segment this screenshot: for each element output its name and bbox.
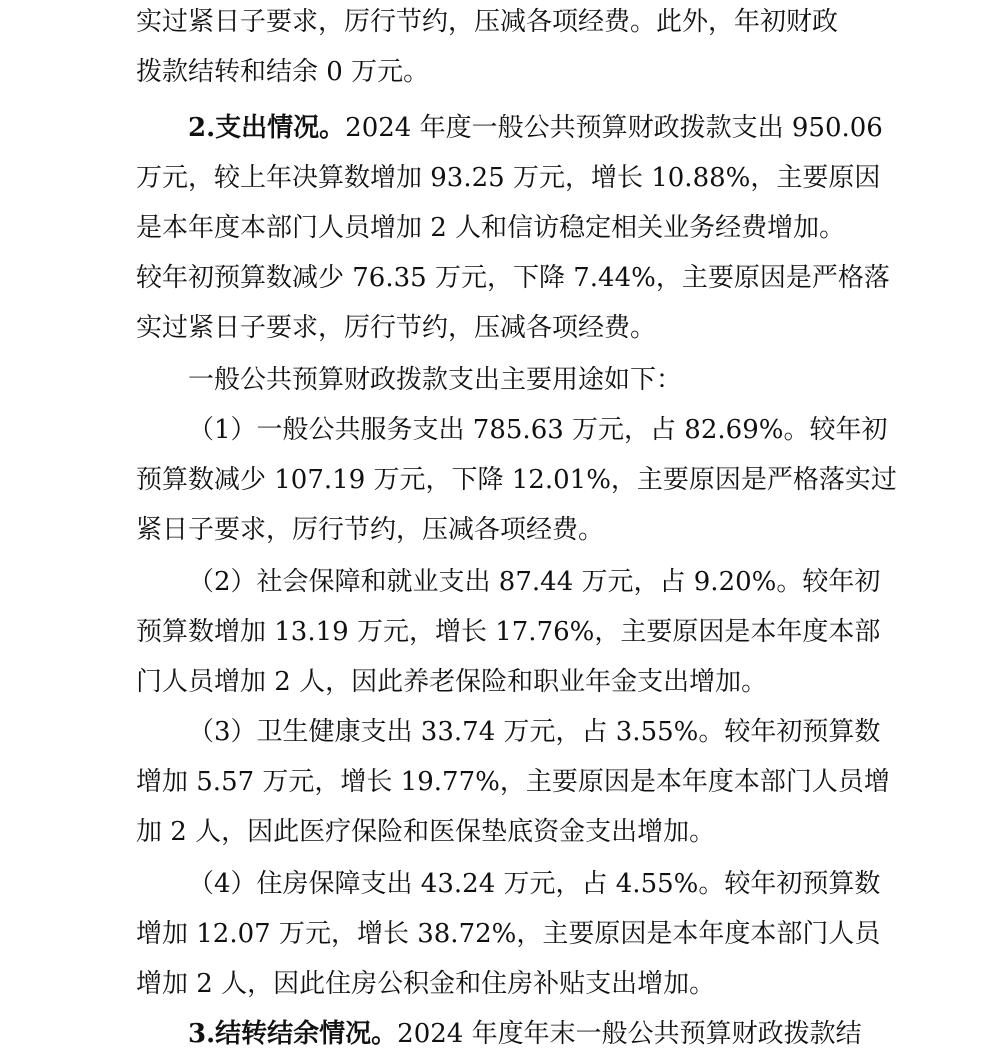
section-heading: 3.结转结余情况。 (188, 1019, 398, 1049)
text-line: 预算数减少 107.19 万元，下降 12.01%，主要原因是严格落实过 (136, 465, 897, 495)
text-line: 增加 2 人，因此住房公积金和住房补贴支出增加。 (136, 969, 716, 999)
text-line: 实过紧日子要求，厉行节约，压减各项经费。 (136, 313, 657, 343)
text-line: 加 2 人，因此医疗保险和医保垫底资金支出增加。 (136, 817, 716, 847)
list-item-heading: （4）住房保障支出 43.24 万元，占 4.55%。较年初预算数 (188, 869, 881, 899)
text-line: 万元，较上年决算数增加 93.25 万元，增长 10.88%，主要原因 (136, 163, 881, 193)
text-line: 拨款结转和结余 0 万元。 (136, 57, 430, 87)
text-line: 实过紧日子要求，厉行节约，压减各项经费。此外，年初财政 (136, 7, 839, 37)
text-line: 2024 年度一般公共预算财政拨款支出 950.06 (345, 113, 883, 143)
text-line: 一般公共预算财政拨款支出主要用途如下： (188, 365, 683, 395)
text-line: 紧日子要求，厉行节约，压减各项经费。 (136, 515, 605, 545)
text-line: 2024 年度年末一般公共预算财政拨款结 (397, 1019, 862, 1049)
section-paragraph (188, 112, 883, 144)
section-paragraph (188, 1018, 862, 1050)
text-line: 预算数增加 13.19 万元，增长 17.76%，主要原因是本年度本部 (136, 617, 881, 647)
text-line: 增加 12.07 万元，增长 38.72%，主要原因是本年度本部门人员 (136, 919, 881, 949)
text-line: 是本年度本部门人员增加 2 人和信访稳定相关业务经费增加。 (136, 213, 846, 243)
list-item-heading: （3）卫生健康支出 33.74 万元，占 3.55%。较年初预算数 (188, 717, 881, 747)
list-item-heading: （1）一般公共服务支出 785.63 万元，占 82.69%。较年初 (188, 415, 888, 445)
text-line: 门人员增加 2 人，因此养老保险和职业年金支出增加。 (136, 667, 768, 697)
text-line: 增加 5.57 万元，增长 19.77%，主要原因是本年度本部门人员增 (136, 767, 890, 797)
text-line: 较年初预算数减少 76.35 万元，下降 7.44%，主要原因是严格落 (136, 263, 890, 293)
section-heading: 2.支出情况。 (188, 113, 346, 143)
list-item-heading: （2）社会保障和就业支出 87.44 万元，占 9.20%。较年初 (188, 567, 881, 597)
